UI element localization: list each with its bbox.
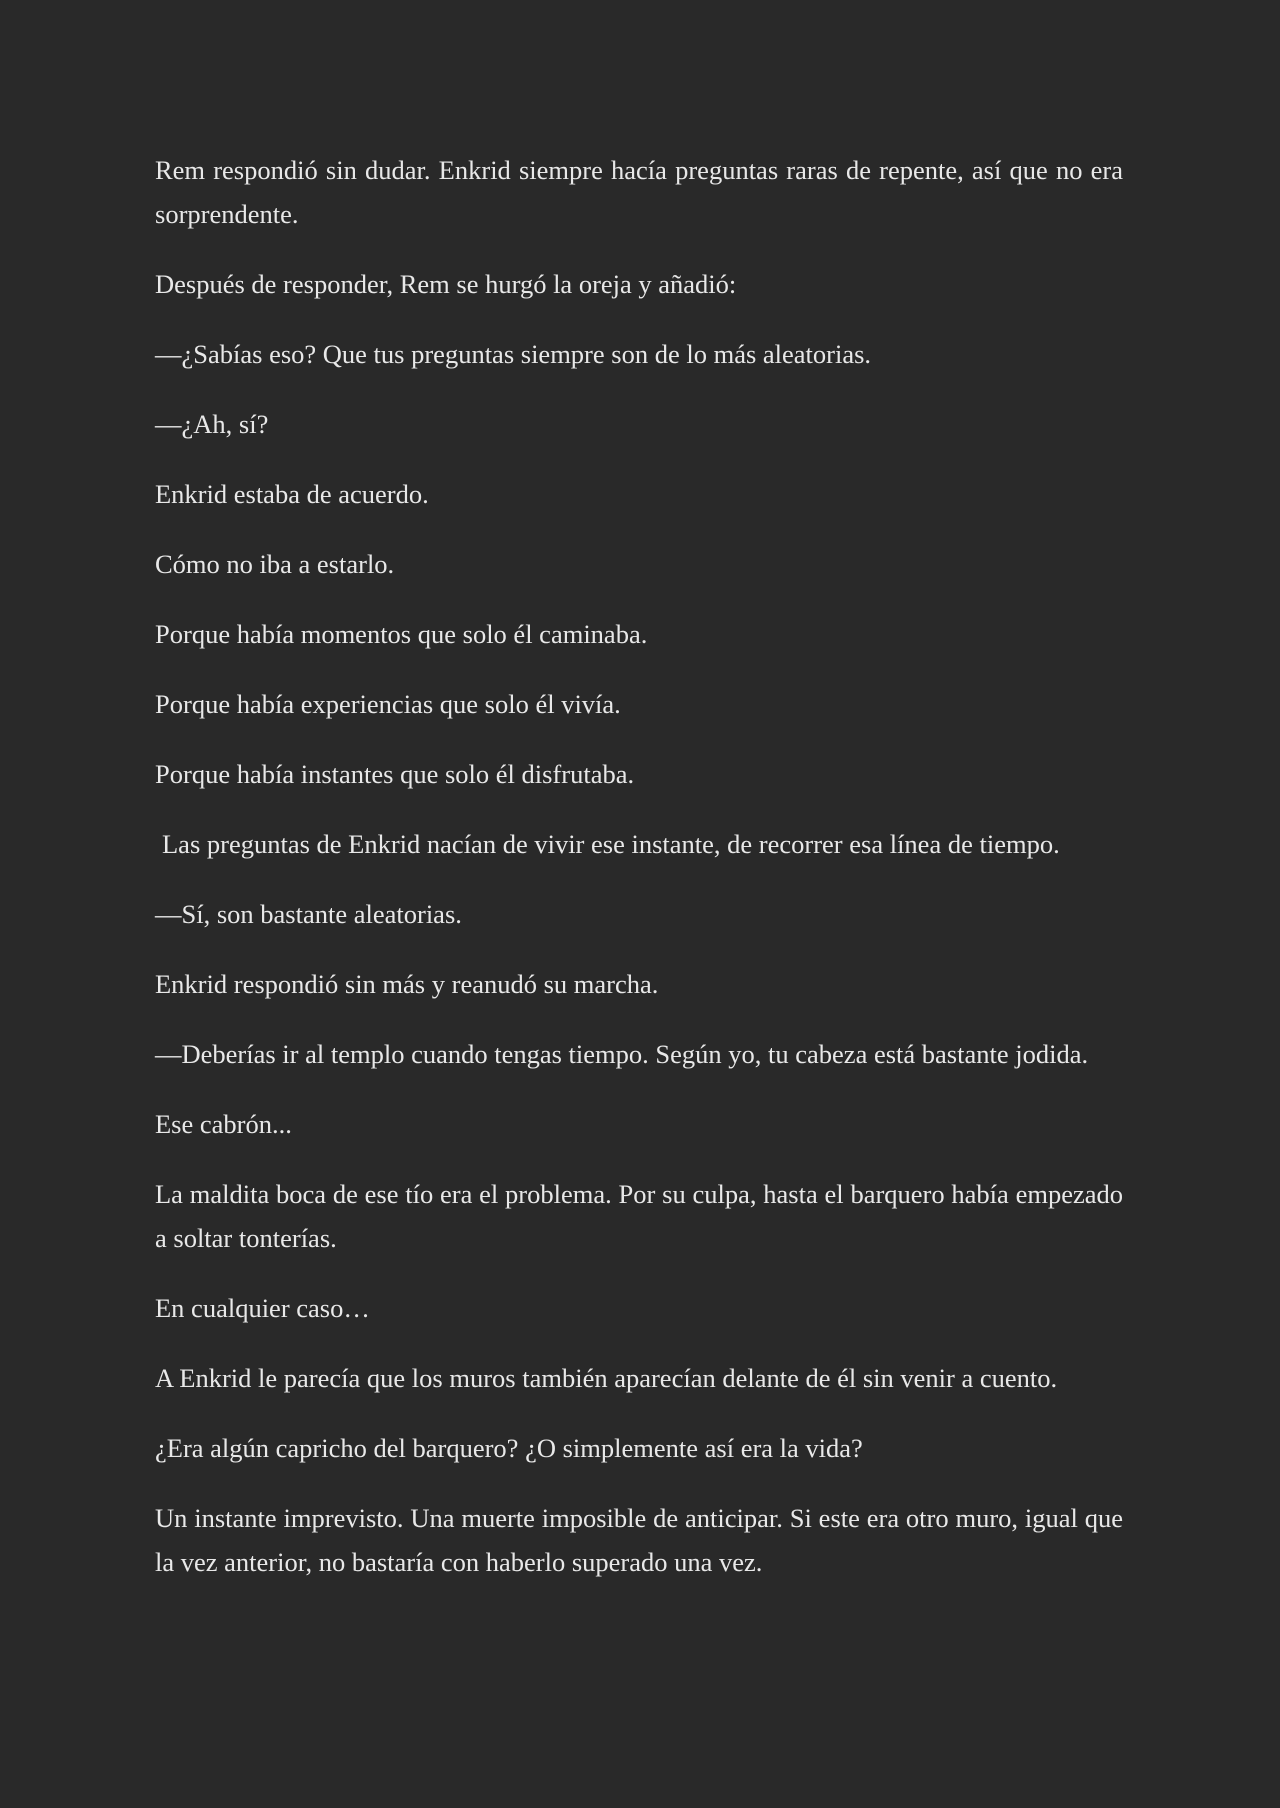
- paragraph: Porque había instantes que solo él disfrutaba.: [155, 759, 635, 789]
- paragraph: Cómo no iba a estarlo.: [155, 549, 395, 579]
- paragraph: Enkrid estaba de acuerdo.: [155, 479, 429, 509]
- paragraph: La maldita boca de ese tío era el problema. Por su culpa, hasta el barquero había empezado a soltar tonterías.: [155, 1179, 1123, 1253]
- paragraph: Rem respondió sin dudar. Enkrid siempre hacía preguntas raras de repente, así que no era sorprendente.: [155, 155, 1123, 229]
- paragraph: Porque había experiencias que solo él vivía.: [155, 689, 621, 719]
- chapter-text: [155, 148, 1123, 1610]
- paragraph: Enkrid respondió sin más y reanudó su marcha.: [155, 969, 659, 999]
- paragraph: ¿Era algún capricho del barquero? ¿O simplemente así era la vida?: [155, 1433, 863, 1463]
- paragraph: Ese cabrón...: [155, 1109, 292, 1139]
- paragraph: Un instante imprevisto. Una muerte imposible de anticipar. Si este era otro muro, igual que la vez anterior, no bastaría con haberlo superado una vez.: [155, 1503, 1123, 1577]
- dialogue-line: —¿Ah, sí?: [155, 409, 269, 439]
- paragraph: A Enkrid le parecía que los muros también aparecían delante de él sin venir a cuento.: [155, 1363, 1058, 1393]
- paragraph: Porque había momentos que solo él caminaba.: [155, 619, 648, 649]
- paragraph: Después de responder, Rem se hurgó la oreja y añadió:: [155, 269, 737, 299]
- dialogue-line: —Sí, son bastante aleatorias.: [155, 899, 462, 929]
- paragraph: En cualquier caso…: [155, 1293, 370, 1323]
- paragraph: Las preguntas de Enkrid nacían de vivir ese instante, de recorrer esa línea de tiempo.: [162, 829, 1060, 859]
- dialogue-line: —¿Sabías eso? Que tus preguntas siempre son de lo más aleatorias.: [155, 339, 872, 369]
- dialogue-line: —Deberías ir al templo cuando tengas tiempo. Según yo, tu cabeza está bastante jodida.: [155, 1039, 1089, 1069]
